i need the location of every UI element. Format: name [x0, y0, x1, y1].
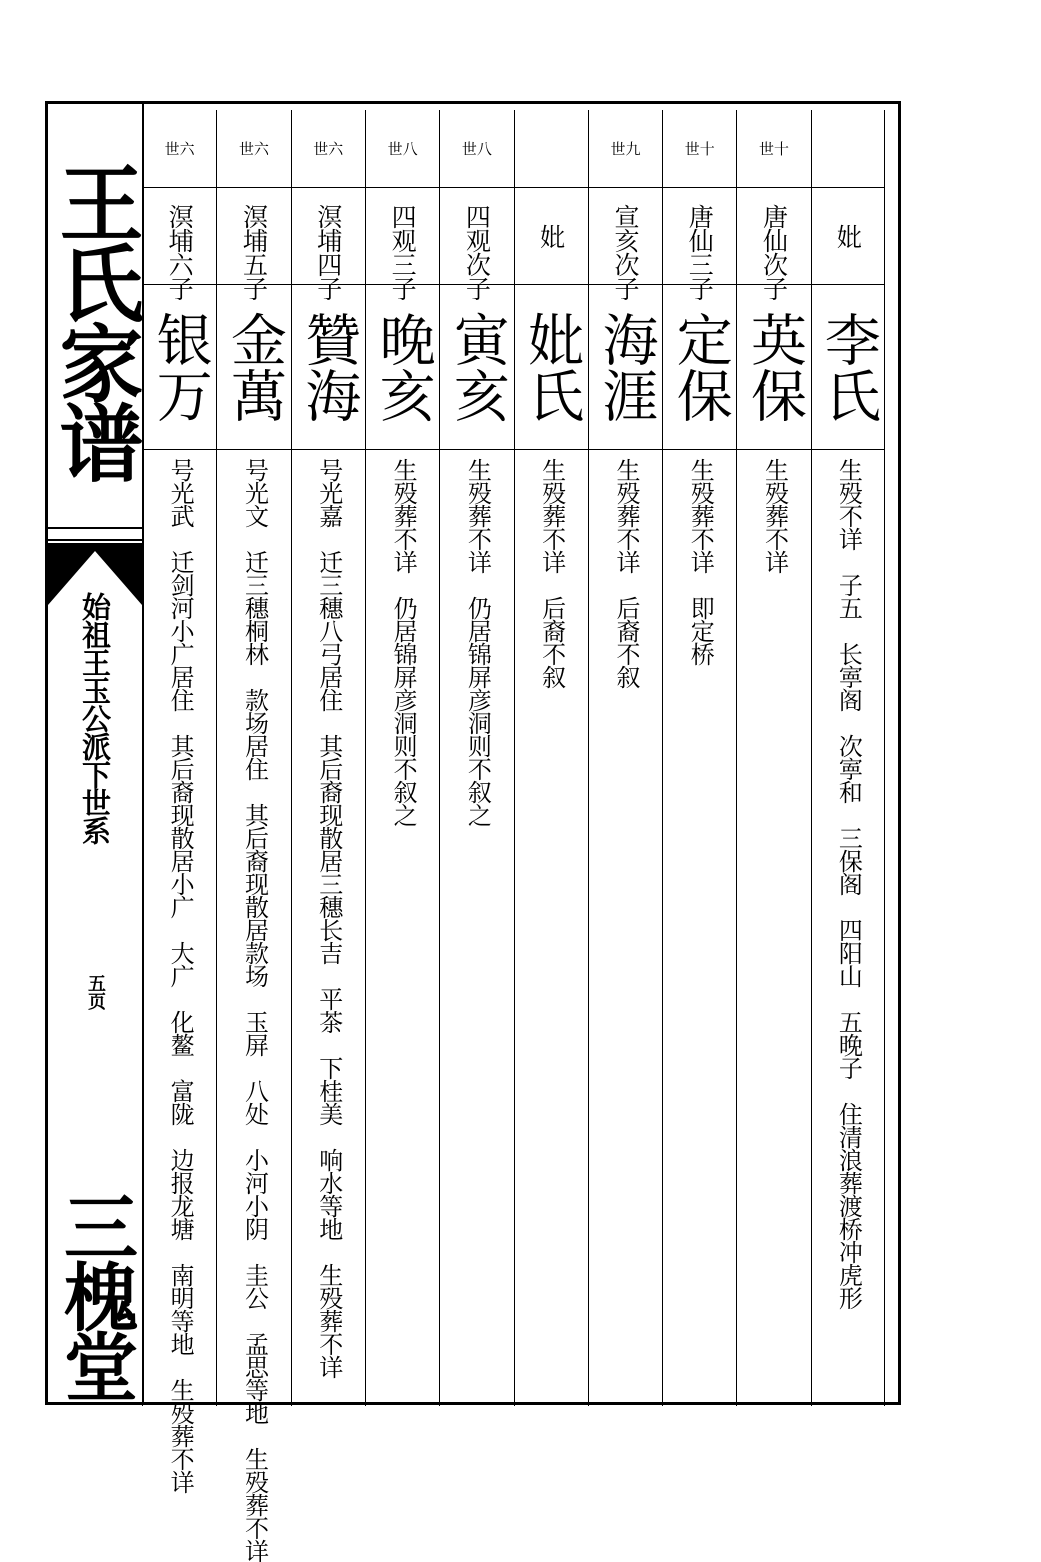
generation-cell: 世八 — [366, 110, 439, 188]
lineage-column — [216, 110, 290, 1562]
generation-cell: 世六 — [217, 110, 290, 188]
name-cell: 贊海 — [292, 285, 365, 450]
bio-cell: 生殁葬不详 后裔不叙 — [537, 458, 566, 688]
page-spine — [48, 104, 144, 1402]
generation-cell: 世八 — [440, 110, 513, 188]
bio-cell: 号光武 迁剑河小广居住 其后裔现散居小广 大广 化鳌 富陇 边报龙塘 南明等地 生殁葬不详 — [166, 458, 195, 1493]
relation-cell: 溟埔四子 — [292, 188, 365, 285]
name-cell: 晚亥 — [366, 285, 439, 450]
hall-name: 三槐堂 — [52, 1189, 138, 1399]
bio-cell: 生殁葬不详 仍居锦屏彦洞则不叙之 — [463, 458, 492, 826]
lineage-table — [142, 110, 885, 1562]
generation-cell — [812, 110, 884, 188]
lineage-column — [588, 110, 662, 1406]
relation-cell: 唐仙次子 — [737, 188, 810, 285]
relation-cell: 妣 — [812, 188, 884, 285]
generation-cell: 世十 — [737, 110, 810, 188]
generation-cell: 世六 — [292, 110, 365, 188]
generation-cell — [515, 110, 588, 188]
lineage-column — [662, 110, 736, 1406]
lineage-column — [439, 110, 513, 1406]
relation-cell: 四观次子 — [440, 188, 513, 285]
relation-cell: 宣亥次子 — [589, 188, 662, 285]
branch-title: 始祖王玉公派下世系 — [78, 592, 112, 844]
book-title: 王氏家谱 — [46, 160, 145, 480]
lineage-column — [514, 110, 588, 1406]
generation-cell: 世六 — [143, 110, 216, 188]
name-cell: 寅亥 — [440, 285, 513, 450]
relation-cell: 溟埔五子 — [217, 188, 290, 285]
title-divider — [48, 527, 142, 541]
bio-cell: 生殁葬不详 — [760, 458, 789, 573]
lineage-column — [811, 110, 885, 1406]
genealogy-page — [45, 101, 901, 1562]
bio-cell: 号光文 迁三穗桐林 款场居住 其后裔现散居款场 玉屏 八处 小河小阴 圭公 孟思等地 生殁葬不详 — [240, 458, 269, 1562]
name-cell: 妣氏 — [515, 285, 588, 450]
bio-cell: 号光嘉 迁三穗八弓居住 其后裔现散居三穗长吉 平茶 下桂美 响水等地 生殁葬不详 — [314, 458, 343, 1378]
bio-cell: 生殁葬不详 后裔不叙 — [611, 458, 640, 688]
lineage-column — [365, 110, 439, 1406]
lineage-column — [291, 110, 365, 1406]
relation-cell: 四观三子 — [366, 188, 439, 285]
generation-cell: 世十 — [663, 110, 736, 188]
relation-cell: 妣 — [515, 188, 588, 285]
name-cell: 银万 — [143, 285, 216, 450]
name-cell: 定保 — [663, 285, 736, 450]
name-cell: 英保 — [737, 285, 810, 450]
name-cell: 金萬 — [217, 285, 290, 450]
lineage-column — [142, 110, 216, 1493]
relation-cell: 唐仙三子 — [663, 188, 736, 285]
generation-cell: 世九 — [589, 110, 662, 188]
name-cell: 海涯 — [589, 285, 662, 450]
bio-cell: 生殁不详 子五 长寕阁 次寕和 三保阁 四阳山 五晚子 住清浪葬渡桥冲虎形 — [834, 458, 863, 1309]
lineage-column — [736, 110, 810, 1406]
bio-cell: 生殁葬不详 即定桥 — [686, 458, 715, 665]
name-cell: 李氏 — [812, 285, 884, 450]
relation-cell: 溟埔六子 — [143, 188, 216, 285]
bio-cell: 生殁葬不详 仍居锦屏彦洞则不叙之 — [389, 458, 418, 826]
page-number: 五页 — [85, 974, 106, 1010]
